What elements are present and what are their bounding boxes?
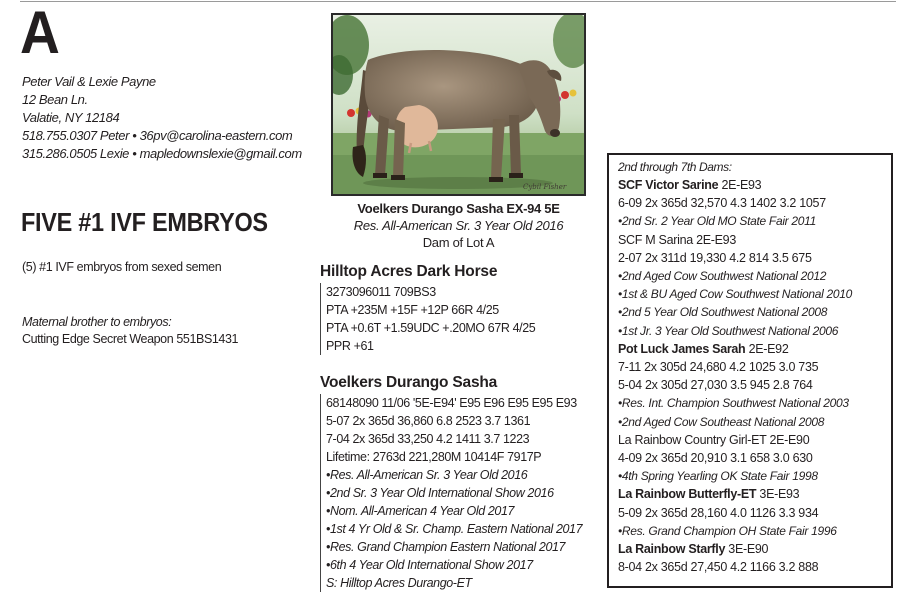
lot-description: (5) #1 IVF embryos from sexed semen <box>22 260 222 274</box>
dam-6-title <box>618 485 891 503</box>
lot-letter: A <box>20 0 59 66</box>
dam-pedigree <box>320 374 610 592</box>
dam-record: 7-04 2x 365d 33,250 4.2 1411 3.7 1223 <box>326 432 530 446</box>
dam-5-award: •4th Spring Yearling OK State Fair 1998 <box>618 469 818 484</box>
dam-4-score: 2E-E92 <box>745 341 789 356</box>
dam-3-score: 2E-E93 <box>692 232 736 247</box>
consignor-phone-peter: 518.755.0307 Peter • 36pv@carolina-eastern.com <box>22 128 293 143</box>
dam-6-award: •Res. Grand Champion OH State Fair 1996 <box>618 523 837 538</box>
consignor-street: 12 Bean Ln. <box>22 92 88 107</box>
dam-3-title <box>618 231 891 249</box>
dam-sire-line: S: Hilltop Acres Durango-ET <box>326 576 472 590</box>
sire-details <box>320 283 610 355</box>
dam-6-record: 5-09 2x 365d 28,160 4.0 1126 3.3 934 <box>618 505 819 520</box>
consignor-phone-lexie: 315.286.0505 Lexie • mapledownslexie@gmail.com <box>22 146 302 161</box>
dam-4-name: Pot Luck James Sarah <box>618 341 746 356</box>
caption-cow-name: Voelkers Durango Sasha EX-94 5E <box>357 201 560 216</box>
caption-award: Res. All-American Sr. 3 Year Old 2016 <box>353 218 564 233</box>
extended-dams-box <box>607 153 893 588</box>
maternal-brother-label: Maternal brother to embryos: <box>22 315 172 329</box>
dam-award: •6th 4 Year Old International Show 2017 <box>326 558 533 572</box>
dam-5-score: 2E-E90 <box>766 432 810 447</box>
sire-pta-production: PTA +235M +15F +12P 66R 4/25 <box>326 303 499 317</box>
dam-2-award: •2nd Sr. 2 Year Old MO State Fair 2011 <box>618 214 817 229</box>
dam-3-award: •1st Jr. 3 Year Old Southwest National 2006 <box>618 323 839 338</box>
dam-2-title <box>618 176 891 194</box>
photographer-signature: Cybil Fisher <box>523 183 567 191</box>
dam-4-award: •Res. Int. Champion Southwest National 2003 <box>618 396 849 411</box>
dam-details <box>320 394 610 592</box>
dam-4-award: •2nd Aged Cow Southeast National 2008 <box>618 414 825 429</box>
dam-6-name: La Rainbow Butterfly-ET <box>618 487 757 502</box>
dam-award: •Res. All-American Sr. 3 Year Old 2016 <box>326 468 528 482</box>
consignor-city: Valatie, NY 12184 <box>22 110 120 125</box>
sire-ppr: PPR +61 <box>326 339 374 353</box>
dam-2-name: SCF Victor Sarine <box>618 178 719 192</box>
sire-pta-type: PTA +0.6T +1.59UDC +.20MO 67R 4/25 <box>326 321 536 335</box>
dam-7-record: 8-04 2x 365d 27,450 4.2 1166 3.2 888 <box>618 560 819 575</box>
dam-name: Voelkers Durango Sasha <box>320 374 498 391</box>
dam-7-score: 3E-E90 <box>725 542 769 557</box>
dam-3-record: 2-07 2x 311d 19,330 4.2 814 3.5 675 <box>618 250 812 265</box>
dam-3-award: •2nd 5 Year Old Southwest National 2008 <box>618 305 828 320</box>
consignor-contact <box>22 73 302 163</box>
dam-3-award: •2nd Aged Cow Southwest National 2012 <box>618 269 827 284</box>
dam-4-title <box>618 340 891 358</box>
dam-lifetime: Lifetime: 2763d 221,280M 10414F 7917P <box>326 450 542 464</box>
dam-3-name: SCF M Sarina <box>618 232 693 247</box>
maternal-brother-name: Cutting Edge Secret Weapon 551BS1431 <box>22 332 239 346</box>
dam-7-title <box>618 540 891 558</box>
dam-5-record: 4-09 2x 365d 20,910 3.1 658 3.0 630 <box>618 451 813 466</box>
cow-photo-illustration <box>333 15 584 194</box>
dam-5-name: La Rainbow Country Girl-ET <box>618 432 767 447</box>
sire-pedigree <box>320 263 610 355</box>
dam-5-title <box>618 431 891 449</box>
maternal-brother <box>22 314 238 348</box>
dam-3-award: •1st & BU Aged Cow Southwest National 2010 <box>618 287 852 302</box>
dam-4-record: 5-04 2x 305d 27,030 3.5 945 2.8 764 <box>618 378 813 393</box>
cow-photo <box>331 13 586 196</box>
dam-award: •2nd Sr. 3 Year Old International Show 2016 <box>326 486 554 500</box>
dam-2-record: 6-09 2x 365d 32,570 4.3 1402 3.2 1057 <box>618 196 826 211</box>
consignor-names: Peter Vail & Lexie Payne <box>22 74 156 89</box>
sire-registration: 3273096011 709BS3 <box>326 285 436 299</box>
photo-caption <box>331 200 586 251</box>
dam-7-name: La Rainbow Starfly <box>618 542 726 557</box>
dam-award: •Nom. All-American 4 Year Old 2017 <box>326 504 515 518</box>
dam-2-score: 2E-E93 <box>718 178 762 192</box>
dam-6-score: 3E-E93 <box>756 487 800 502</box>
dam-4-record: 7-11 2x 305d 24,680 4.2 1025 3.0 735 <box>618 360 819 375</box>
dam-award: •1st 4 Yr Old & Sr. Champ. Eastern National 2017 <box>326 522 583 536</box>
dam-award: •Res. Grand Champion Eastern National 2017 <box>326 540 566 554</box>
dam-registration: 68148090 11/06 '5E-E94' E95 E96 E95 E95 E93 <box>326 396 577 410</box>
dams-header: 2nd through 7th Dams: <box>618 160 732 174</box>
dam-record: 5-07 2x 365d 36,860 6.8 2523 3.7 1361 <box>326 414 531 428</box>
top-rule <box>20 1 896 2</box>
sire-name: Hilltop Acres Dark Horse <box>320 263 498 280</box>
caption-role: Dam of Lot A <box>422 235 495 250</box>
lot-headline: FIVE #1 IVF EMBRYOS <box>21 209 268 237</box>
